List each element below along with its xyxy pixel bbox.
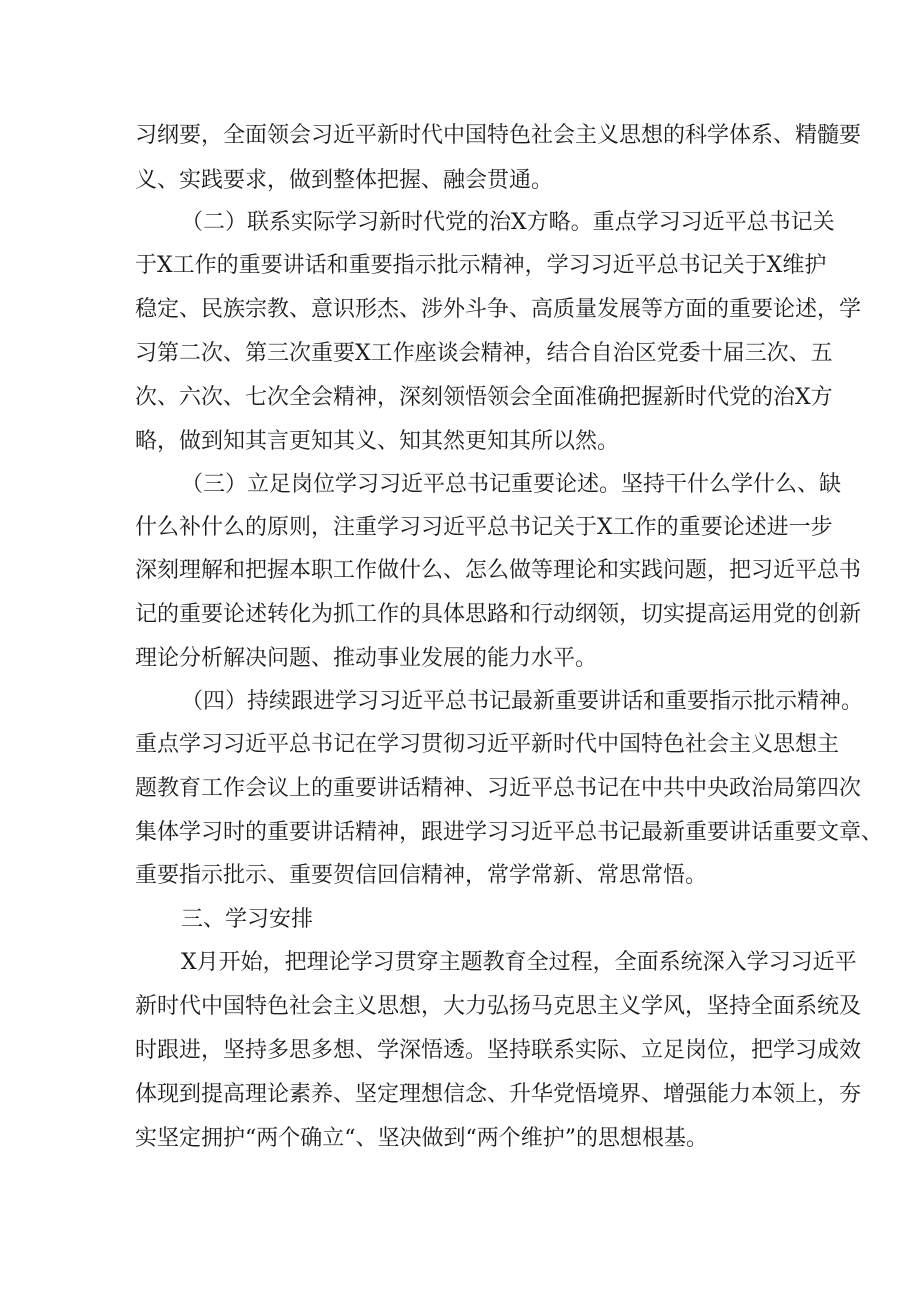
text-line: （三）立足岗位学习习近平总书记重要论述。坚持干什么学什么、缺	[181, 472, 842, 497]
text-line: （四）持续跟进学习习近平总书记最新重要讲话和重要指示批示精神。	[181, 689, 864, 714]
text-line: 稳定、民族宗教、意识形杰、涉外斗争、高质量发展等方面的重要论述，学	[135, 297, 862, 322]
section-heading: 三、学习安排	[181, 907, 314, 932]
text-line: 习第二次、第三次重要X工作座谈会精神，结合自治区党委十届三次、五	[135, 341, 833, 366]
text-line: 理论分析解决问题、推动事业发展的能力水平。	[135, 646, 598, 671]
text-line: 略，做到知其言更知其义、知其然更知其所以然。	[135, 429, 620, 454]
text-line: 深刻理解和把握本职工作做什么、怎么做等理论和实践问题，把习近平总书	[135, 558, 862, 583]
text-line: 新时代中国特色社会主义思想，大力弘扬马克思主义学风，坚持全面系统及	[135, 994, 862, 1019]
text-line: X月开始，把理论学习贯穿主题教育全过程，全面系统深入学习习近平	[181, 950, 857, 975]
text-line: （二）联系实际学习新时代党的治X方略。重点学习习近平总书记关	[181, 210, 835, 235]
text-line: 题教育工作会议上的重要讲话精神、习近平总书记在中共中央政治局第四次	[135, 776, 862, 801]
text-line: 时跟进，坚持多思多想、学深悟透。坚持联系实际、立足岗位，把学习成效	[135, 1038, 862, 1063]
text-line: 于X工作的重要讲话和重要指示批示精神，学习习近平总书记关于X维护	[135, 253, 827, 278]
text-line: 次、六次、七次全会精神，深刻领悟领会全面准确把握新时代党的治X方	[135, 385, 833, 410]
text-line: 习纲要，全面领会习近平新时代中国特色社会主义思想的科学体系、精髓要	[135, 123, 862, 148]
text-line: 集体学习时的重要讲话精神，跟进学习习近平总书记最新重要讲话重要文章、	[135, 820, 884, 845]
text-line: 记的重要论述转化为抓工作的具体思路和行动纲领，切实提高运用党的创新	[135, 602, 862, 627]
text-line: 重点学习习近平总书记在学习贯彻习近平新时代中国特色社会主义思想主	[135, 732, 840, 757]
text-line: 义、实践要求，做到整体把握、融会贯通。	[135, 168, 554, 193]
text-line: 重要指示批示、重要贺信回信精神，常学常新、常思常悟。	[135, 863, 708, 888]
text-line: 什么补什么的原则，注重学习习近平总书记关于X工作的重要论述进一步	[135, 515, 833, 540]
text-line: 体现到提高理论素养、坚定理想信念、升华党悟境界、增强能力本领上，夯	[135, 1082, 862, 1107]
text-line: 实坚定拥护“两个确立“、坚决做到“两个维护”的思想根基。	[135, 1126, 708, 1151]
